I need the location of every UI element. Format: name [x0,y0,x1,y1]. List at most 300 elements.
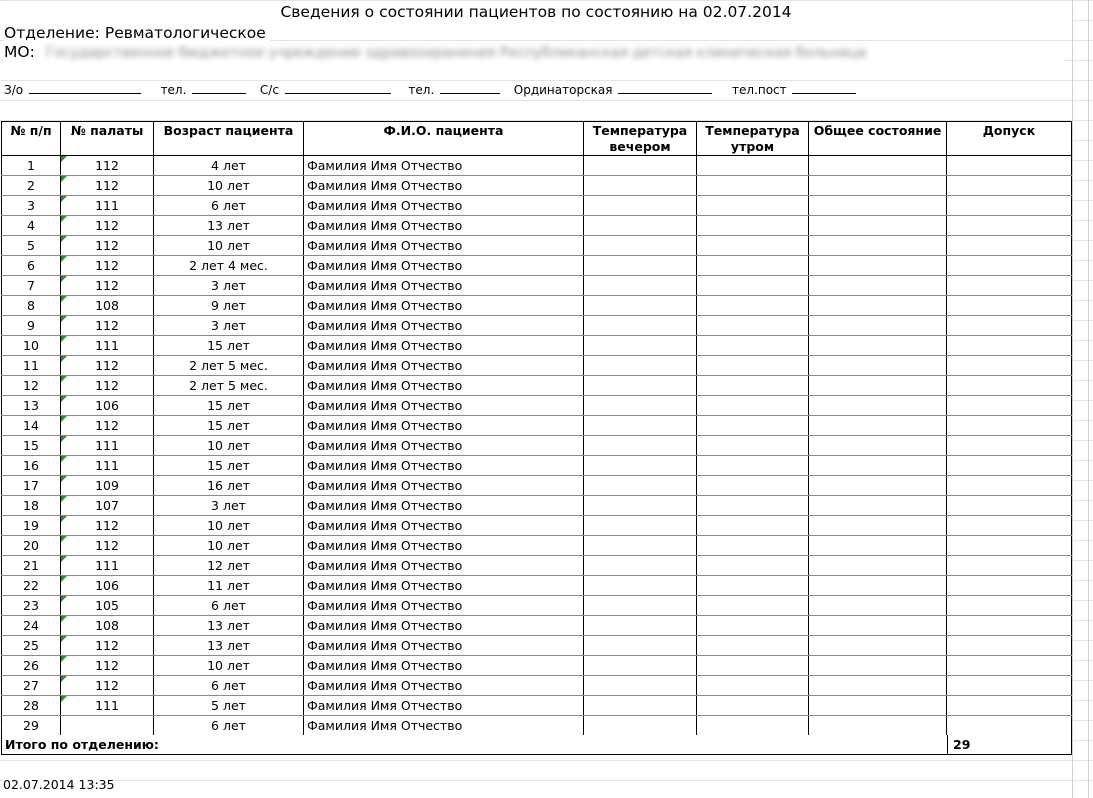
cell-num[interactable]: 24 [2,616,61,636]
cell-condition[interactable] [809,456,947,476]
cell-name[interactable]: Фамилия Имя Отчество [304,196,584,216]
cell-temp-morning[interactable] [697,316,809,336]
cell-condition[interactable] [809,476,947,496]
cell-condition[interactable] [809,276,947,296]
cell-name[interactable]: Фамилия Имя Отчество [304,496,584,516]
cell-num[interactable]: 13 [2,396,61,416]
footer-timestamp[interactable]: 02.07.2014 13:35 [3,777,115,792]
cell-temp-morning[interactable] [697,596,809,616]
cell-age[interactable]: 12 лет [154,556,304,576]
cell-temp-evening[interactable] [584,616,697,636]
cell-temp-morning[interactable] [697,376,809,396]
cell-access[interactable] [947,416,1072,436]
cell-comment-marker-icon [61,456,67,462]
cell-ward[interactable] [61,576,154,596]
cell-name[interactable]: Фамилия Имя Отчество [304,376,584,396]
cell-temp-evening[interactable] [584,456,697,476]
telpost-label: тел.пост [731,83,787,97]
cell-num[interactable]: 25 [2,636,61,656]
cell-comment-marker-icon [61,696,67,702]
cell-age[interactable]: 2 лет 5 мес. [154,356,304,376]
cell-comment-marker-icon [61,216,67,222]
cell-temp-morning[interactable] [697,536,809,556]
cell-access[interactable] [947,556,1072,576]
table-row [2,536,1072,556]
cell-temp-morning[interactable] [697,216,809,236]
cell-access[interactable] [947,256,1072,276]
cell-age[interactable]: 6 лет [154,676,304,696]
cell-name[interactable]: Фамилия Имя Отчество [304,416,584,436]
cell-condition[interactable] [809,156,947,176]
cell-num[interactable]: 7 [2,276,61,296]
cell-ward[interactable] [61,416,154,436]
cell-ward[interactable] [61,696,154,716]
ward-value: 112 [95,218,119,233]
cell-comment-marker-icon [61,256,67,262]
cell-num[interactable]: 20 [2,536,61,556]
cell-ward[interactable] [61,316,154,336]
cell-num[interactable]: 4 [2,216,61,236]
cell-comment-marker-icon [61,176,67,182]
cell-temp-morning[interactable] [697,616,809,636]
cell-comment-marker-icon [61,376,67,382]
cell-name[interactable]: Фамилия Имя Отчество [304,696,584,716]
cell-temp-morning[interactable] [697,276,809,296]
cell-num[interactable]: 12 [2,376,61,396]
cell-condition[interactable] [809,196,947,216]
cell-access[interactable] [947,656,1072,676]
cell-age[interactable]: 10 лет [154,516,304,536]
cell-access[interactable] [947,436,1072,456]
cell-condition[interactable] [809,556,947,576]
cell-access[interactable] [947,236,1072,256]
table-row [2,276,1072,296]
cell-ward[interactable] [61,496,154,516]
cell-name[interactable]: Фамилия Имя Отчество [304,656,584,676]
cell-name[interactable]: Фамилия Имя Отчество [304,436,584,456]
table-row [2,636,1072,656]
cell-temp-morning[interactable] [697,156,809,176]
cell-condition[interactable] [809,616,947,636]
cell-num[interactable]: 6 [2,256,61,276]
ward-value: 112 [95,658,119,673]
cell-ward[interactable] [61,676,154,696]
cell-name[interactable]: Фамилия Имя Отчество [304,676,584,696]
cell-temp-evening[interactable] [584,656,697,676]
cell-name[interactable]: Фамилия Имя Отчество [304,456,584,476]
cell-ward[interactable] [61,176,154,196]
cell-temp-morning[interactable] [697,716,809,736]
cell-temp-morning[interactable] [697,336,809,356]
header-temp-evening[interactable]: Температура вечером [584,122,697,156]
cell-age[interactable]: 2 лет 5 мес. [154,376,304,396]
cell-num[interactable]: 14 [2,416,61,436]
cell-condition[interactable] [809,176,947,196]
cell-ward[interactable] [61,716,154,736]
cell-condition[interactable] [809,716,947,736]
cell-ward[interactable] [61,536,154,556]
cell-condition[interactable] [809,436,947,456]
cell-age[interactable]: 6 лет [154,716,304,736]
cell-name[interactable]: Фамилия Имя Отчество [304,476,584,496]
cell-num[interactable]: 27 [2,676,61,696]
cell-condition[interactable] [809,676,947,696]
cell-comment-marker-icon [61,596,67,602]
cell-condition[interactable] [809,576,947,596]
cell-temp-evening[interactable] [584,596,697,616]
cell-temp-evening[interactable] [584,336,697,356]
cell-temp-evening[interactable] [584,576,697,596]
cell-name[interactable]: Фамилия Имя Отчество [304,596,584,616]
cell-condition[interactable] [809,296,947,316]
cell-access[interactable] [947,216,1072,236]
cell-num[interactable]: 26 [2,656,61,676]
cell-condition[interactable] [809,216,947,236]
cell-condition[interactable] [809,696,947,716]
cell-age[interactable]: 3 лет [154,316,304,336]
cell-ward[interactable] [61,516,154,536]
cell-access[interactable] [947,516,1072,536]
cell-ward[interactable] [61,396,154,416]
cell-ward[interactable] [61,276,154,296]
cell-temp-evening[interactable] [584,256,697,276]
cell-temp-morning[interactable] [697,516,809,536]
cell-num[interactable]: 23 [2,596,61,616]
total-value[interactable]: 29 [953,737,971,752]
cell-comment-marker-icon [61,276,67,282]
cell-num[interactable]: 19 [2,516,61,536]
cell-temp-evening[interactable] [584,176,697,196]
cell-temp-evening[interactable] [584,236,697,256]
cell-access[interactable] [947,196,1072,216]
cell-ward[interactable] [61,296,154,316]
cell-temp-evening[interactable] [584,496,697,516]
cell-num[interactable]: 3 [2,196,61,216]
cell-access[interactable] [947,376,1072,396]
cell-access[interactable] [947,596,1072,616]
cell-temp-evening[interactable] [584,356,697,376]
cell-ward[interactable] [61,356,154,376]
cell-num[interactable]: 15 [2,436,61,456]
ward-value: 112 [95,418,119,433]
cell-access[interactable] [947,276,1072,296]
ward-value: 112 [95,358,119,373]
cell-name[interactable]: Фамилия Имя Отчество [304,216,584,236]
table-row [2,556,1072,576]
cell-num[interactable]: 28 [2,696,61,716]
cell-age[interactable]: 10 лет [154,656,304,676]
cell-comment-marker-icon [61,156,67,162]
cell-ward[interactable] [61,636,154,656]
cell-comment-marker-icon [61,296,67,302]
cell-age[interactable]: 15 лет [154,416,304,436]
cell-temp-morning[interactable] [697,196,809,216]
cell-temp-evening[interactable] [584,196,697,216]
cell-ward[interactable] [61,376,154,396]
cell-access[interactable] [947,616,1072,636]
cell-ward[interactable] [61,616,154,636]
cell-temp-morning[interactable] [697,396,809,416]
cell-ward[interactable] [61,196,154,216]
cell-condition[interactable] [809,516,947,536]
cell-comment-marker-icon [61,676,67,682]
tel1-blank [192,82,246,94]
cell-name[interactable]: Фамилия Имя Отчество [304,296,584,316]
cell-age[interactable]: 15 лет [154,456,304,476]
cell-age[interactable]: 4 лет [154,156,304,176]
total-label[interactable]: Итого по отделению: [5,737,159,752]
ward-value: 112 [95,518,119,533]
cell-ward[interactable] [61,456,154,476]
ward-value: 107 [95,498,119,513]
ward-value: 112 [95,318,119,333]
ss-label: С/с [259,83,279,97]
cell-condition[interactable] [809,496,947,516]
cell-temp-evening[interactable] [584,476,697,496]
cell-name[interactable]: Фамилия Имя Отчество [304,236,584,256]
cell-comment-marker-icon [61,636,67,642]
cell-name[interactable]: Фамилия Имя Отчество [304,616,584,636]
cell-access[interactable] [947,576,1072,596]
cell-temp-evening[interactable] [584,376,697,396]
cell-age[interactable]: 15 лет [154,396,304,416]
ward-value: 108 [95,298,119,313]
cell-ward[interactable] [61,336,154,356]
cell-num[interactable]: 9 [2,316,61,336]
cell-condition[interactable] [809,416,947,436]
cell-access[interactable] [947,696,1072,716]
zo-blank [29,82,141,94]
cell-age[interactable]: 2 лет 4 мес. [154,256,304,276]
cell-temp-morning[interactable] [697,476,809,496]
cell-temp-evening[interactable] [584,556,697,576]
grid-column-line [1072,0,1073,798]
cell-temp-morning[interactable] [697,176,809,196]
cell-ward[interactable] [61,156,154,176]
table-row [2,156,1072,176]
cell-num[interactable]: 11 [2,356,61,376]
cell-access[interactable] [947,636,1072,656]
cell-temp-morning[interactable] [697,576,809,596]
cell-comment-marker-icon [61,396,67,402]
cell-age[interactable]: 6 лет [154,596,304,616]
cell-age[interactable]: 15 лет [154,336,304,356]
cell-age[interactable]: 3 лет [154,496,304,516]
cell-num[interactable]: 21 [2,556,61,576]
cell-temp-evening[interactable] [584,316,697,336]
cell-ward[interactable] [61,596,154,616]
cell-temp-morning[interactable] [697,676,809,696]
cell-temp-evening[interactable] [584,516,697,536]
cell-ward[interactable] [61,476,154,496]
cell-access[interactable] [947,156,1072,176]
cell-ward[interactable] [61,656,154,676]
cell-age[interactable]: 13 лет [154,216,304,236]
table-row [2,396,1072,416]
cell-num[interactable]: 16 [2,456,61,476]
cell-access[interactable] [947,676,1072,696]
cell-condition[interactable] [809,336,947,356]
cell-temp-evening[interactable] [584,536,697,556]
cell-age[interactable]: 10 лет [154,436,304,456]
header-condition[interactable]: Общее состояние [809,122,947,156]
cell-temp-evening[interactable] [584,276,697,296]
cell-temp-morning[interactable] [697,236,809,256]
cell-access[interactable] [947,356,1072,376]
department-value: Ревматологическое [104,24,266,42]
cell-temp-morning[interactable] [697,296,809,316]
cell-name[interactable]: Фамилия Имя Отчество [304,356,584,376]
cell-temp-morning[interactable] [697,256,809,276]
cell-condition[interactable] [809,596,947,616]
cell-name[interactable]: Фамилия Имя Отчество [304,336,584,356]
cell-age[interactable]: 5 лет [154,696,304,716]
cell-condition[interactable] [809,316,947,336]
cell-comment-marker-icon [61,416,67,422]
table-header-row [2,122,1072,156]
cell-access[interactable] [947,716,1072,736]
cell-comment-marker-icon [61,356,67,362]
cell-age[interactable]: 9 лет [154,296,304,316]
cell-name[interactable]: Фамилия Имя Отчество [304,576,584,596]
cell-ward[interactable] [61,236,154,256]
table-row [2,476,1072,496]
table-row [2,316,1072,336]
table-row [2,376,1072,396]
cell-condition[interactable] [809,656,947,676]
cell-temp-morning[interactable] [697,436,809,456]
cell-temp-evening[interactable] [584,396,697,416]
header-ward[interactable]: № палаты [61,122,154,156]
cell-temp-evening[interactable] [584,676,697,696]
cell-condition[interactable] [809,236,947,256]
cell-access[interactable] [947,176,1072,196]
department-label: Отделение: [4,24,100,42]
grid-column-line [1088,0,1089,798]
ward-value: 112 [95,378,119,393]
table-row [2,596,1072,616]
ward-value: 111 [95,558,119,573]
cell-temp-morning[interactable] [697,456,809,476]
cell-temp-evening[interactable] [584,716,697,736]
table-row [2,436,1072,456]
cell-access[interactable] [947,336,1072,356]
cell-condition[interactable] [809,356,947,376]
cell-access[interactable] [947,316,1072,336]
cell-num[interactable]: 10 [2,336,61,356]
cell-num[interactable]: 5 [2,236,61,256]
cell-access[interactable] [947,396,1072,416]
header-temp-morning[interactable]: Температура утром [697,122,809,156]
cell-temp-evening[interactable] [584,436,697,456]
cell-age[interactable]: 16 лет [154,476,304,496]
cell-temp-evening[interactable] [584,296,697,316]
cell-age[interactable]: 11 лет [154,576,304,596]
cell-age[interactable]: 13 лет [154,636,304,656]
cell-ward[interactable] [61,556,154,576]
cell-temp-morning[interactable] [697,496,809,516]
table-row [2,196,1072,216]
cell-num[interactable]: 1 [2,156,61,176]
cell-condition[interactable] [809,256,947,276]
cell-age[interactable]: 10 лет [154,236,304,256]
cell-condition[interactable] [809,376,947,396]
cell-temp-evening[interactable] [584,636,697,656]
cell-name[interactable]: Фамилия Имя Отчество [304,316,584,336]
cell-num[interactable]: 22 [2,576,61,596]
cell-ward[interactable] [61,256,154,276]
cell-name[interactable]: Фамилия Имя Отчество [304,636,584,656]
cell-ward[interactable] [61,216,154,236]
ward-value: 111 [95,338,119,353]
report-title: Сведения о состоянии пациентов по состоянию на 02.07.2014 [0,2,1072,22]
cell-age[interactable]: 6 лет [154,196,304,216]
ward-value: 111 [95,698,119,713]
cell-condition[interactable] [809,396,947,416]
cell-num[interactable]: 29 [2,716,61,736]
cell-access[interactable] [947,496,1072,516]
header-num[interactable]: № п/п [2,122,61,156]
cell-name[interactable]: Фамилия Имя Отчество [304,176,584,196]
header-age[interactable]: Возраст пациента [154,122,304,156]
cell-temp-evening[interactable] [584,416,697,436]
cell-name[interactable]: Фамилия Имя Отчество [304,276,584,296]
ward-value: 106 [95,398,119,413]
cell-temp-morning[interactable] [697,636,809,656]
cell-temp-evening[interactable] [584,216,697,236]
table-row [2,496,1072,516]
cell-access[interactable] [947,456,1072,476]
cell-name[interactable]: Фамилия Имя Отчество [304,156,584,176]
cell-name[interactable]: Фамилия Имя Отчество [304,536,584,556]
cell-name[interactable]: Фамилия Имя Отчество [304,256,584,276]
header-name[interactable]: Ф.И.О. пациента [304,122,584,156]
header-access[interactable]: Допуск [947,122,1072,156]
cell-num[interactable]: 18 [2,496,61,516]
cell-comment-marker-icon [61,496,67,502]
table-row [2,236,1072,256]
cell-temp-morning[interactable] [697,556,809,576]
ward-value: 112 [95,238,119,253]
cell-num[interactable]: 17 [2,476,61,496]
cell-access[interactable] [947,296,1072,316]
cell-num[interactable]: 2 [2,176,61,196]
cell-name[interactable]: Фамилия Имя Отчество [304,716,584,736]
cell-access[interactable] [947,536,1072,556]
cell-age[interactable]: 10 лет [154,536,304,556]
cell-temp-morning[interactable] [697,356,809,376]
cell-comment-marker-icon [61,576,67,582]
cell-temp-morning[interactable] [697,416,809,436]
cell-name[interactable]: Фамилия Имя Отчество [304,556,584,576]
cell-name[interactable]: Фамилия Имя Отчество [304,516,584,536]
cell-temp-morning[interactable] [697,696,809,716]
cell-age[interactable]: 10 лет [154,176,304,196]
cell-age[interactable]: 3 лет [154,276,304,296]
table-row [2,256,1072,276]
cell-age[interactable]: 13 лет [154,616,304,636]
cell-ward[interactable] [61,436,154,456]
cell-condition[interactable] [809,536,947,556]
total-row [1,735,1072,755]
cell-condition[interactable] [809,636,947,656]
cell-num[interactable]: 8 [2,296,61,316]
cell-name[interactable]: Фамилия Имя Отчество [304,396,584,416]
cell-access[interactable] [947,476,1072,496]
cell-temp-evening[interactable] [584,696,697,716]
cell-temp-evening[interactable] [584,156,697,176]
cell-temp-morning[interactable] [697,656,809,676]
